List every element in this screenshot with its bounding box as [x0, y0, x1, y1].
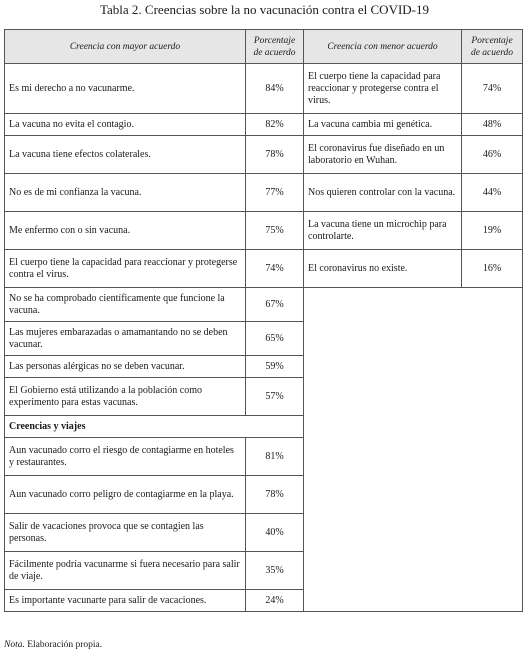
- header-row: [5, 30, 523, 64]
- table-row: [5, 212, 523, 250]
- belief-cell: Aun vacunado corro el riesgo de contagiarme en hoteles y restaurantes.: [5, 438, 246, 476]
- table-row: [5, 288, 523, 322]
- table-row: [5, 114, 523, 136]
- belief-cell: No es de mi confianza la vacuna.: [5, 174, 246, 212]
- percent-cell: 74%: [462, 64, 523, 114]
- belief-cell: Es mi derecho a no vacunarme.: [5, 64, 246, 114]
- belief-cell: No se ha comprobado científicamente que funcione la vacuna.: [5, 288, 246, 322]
- belief-cell: El cuerpo tiene la capacidad para reaccionar y protegerse contra el virus.: [304, 64, 462, 114]
- note-text: Elaboración propia.: [27, 640, 103, 650]
- belief-cell: El coronavirus no existe.: [304, 250, 462, 288]
- percent-cell: 59%: [246, 356, 304, 378]
- belief-cell: Es importante vacunarte para salir de vacaciones.: [5, 590, 246, 612]
- belief-cell: La vacuna no evita el contagio.: [5, 114, 246, 136]
- beliefs-table: [4, 29, 523, 612]
- percent-cell: 81%: [246, 438, 304, 476]
- belief-cell: Me enfermo con o sin vacuna.: [5, 212, 246, 250]
- empty-area: [304, 288, 523, 612]
- note-label: Nota.: [4, 640, 25, 650]
- percent-cell: 77%: [246, 174, 304, 212]
- section-title: Creencias y viajes: [5, 416, 304, 438]
- table-row: [5, 174, 523, 212]
- percent-cell: 78%: [246, 136, 304, 174]
- percent-cell: 44%: [462, 174, 523, 212]
- percent-cell: 65%: [246, 322, 304, 356]
- belief-cell: La vacuna tiene efectos colaterales.: [5, 136, 246, 174]
- percent-cell: 75%: [246, 212, 304, 250]
- table-title: Tabla 2. Creencias sobre la no vacunación contra el COVID-19: [99, 2, 430, 17]
- percent-cell: 16%: [462, 250, 523, 288]
- belief-cell: Las personas alérgicas no se deben vacunar.: [5, 356, 246, 378]
- header-left-belief: Creencia con mayor acuerdo: [5, 30, 246, 64]
- percent-cell: 40%: [246, 514, 304, 552]
- percent-cell: 84%: [246, 64, 304, 114]
- percent-cell: 67%: [246, 288, 304, 322]
- belief-cell: Fácilmente podría vacunarme si fuera necesario para salir de viaje.: [5, 552, 246, 590]
- percent-cell: 35%: [246, 552, 304, 590]
- header-right-belief: Creencia con menor acuerdo: [304, 30, 462, 64]
- table-row: [5, 250, 523, 288]
- percent-cell: 82%: [246, 114, 304, 136]
- belief-cell: El Gobierno está utilizando a la población como experimento para estas vacunas.: [5, 378, 246, 416]
- belief-cell: El coronavirus fue diseñado en un laboratorio en Wuhan.: [304, 136, 462, 174]
- header-left-pct: Porcentaje de acuerdo: [246, 30, 304, 64]
- percent-cell: 74%: [246, 250, 304, 288]
- percent-cell: 48%: [462, 114, 523, 136]
- belief-cell: Aun vacunado corro peligro de contagiarme en la playa.: [5, 476, 246, 514]
- belief-cell: La vacuna cambia mi genética.: [304, 114, 462, 136]
- belief-cell: Nos quieren controlar con la vacuna.: [304, 174, 462, 212]
- percent-cell: 57%: [246, 378, 304, 416]
- percent-cell: 78%: [246, 476, 304, 514]
- table-row: [5, 136, 523, 174]
- header-right-pct: Porcentaje de acuerdo: [462, 30, 523, 64]
- belief-cell: Las mujeres embarazadas o amamantando no se deben vacunar.: [5, 322, 246, 356]
- percent-cell: 24%: [246, 590, 304, 612]
- belief-cell: El cuerpo tiene la capacidad para reaccionar y protegerse contra el virus.: [5, 250, 246, 288]
- percent-cell: 19%: [462, 212, 523, 250]
- table-note: [4, 640, 102, 650]
- belief-cell: La vacuna tiene un microchip para controlarte.: [304, 212, 462, 250]
- table-row: [5, 64, 523, 114]
- belief-cell: Salir de vacaciones provoca que se contagien las personas.: [5, 514, 246, 552]
- percent-cell: 46%: [462, 136, 523, 174]
